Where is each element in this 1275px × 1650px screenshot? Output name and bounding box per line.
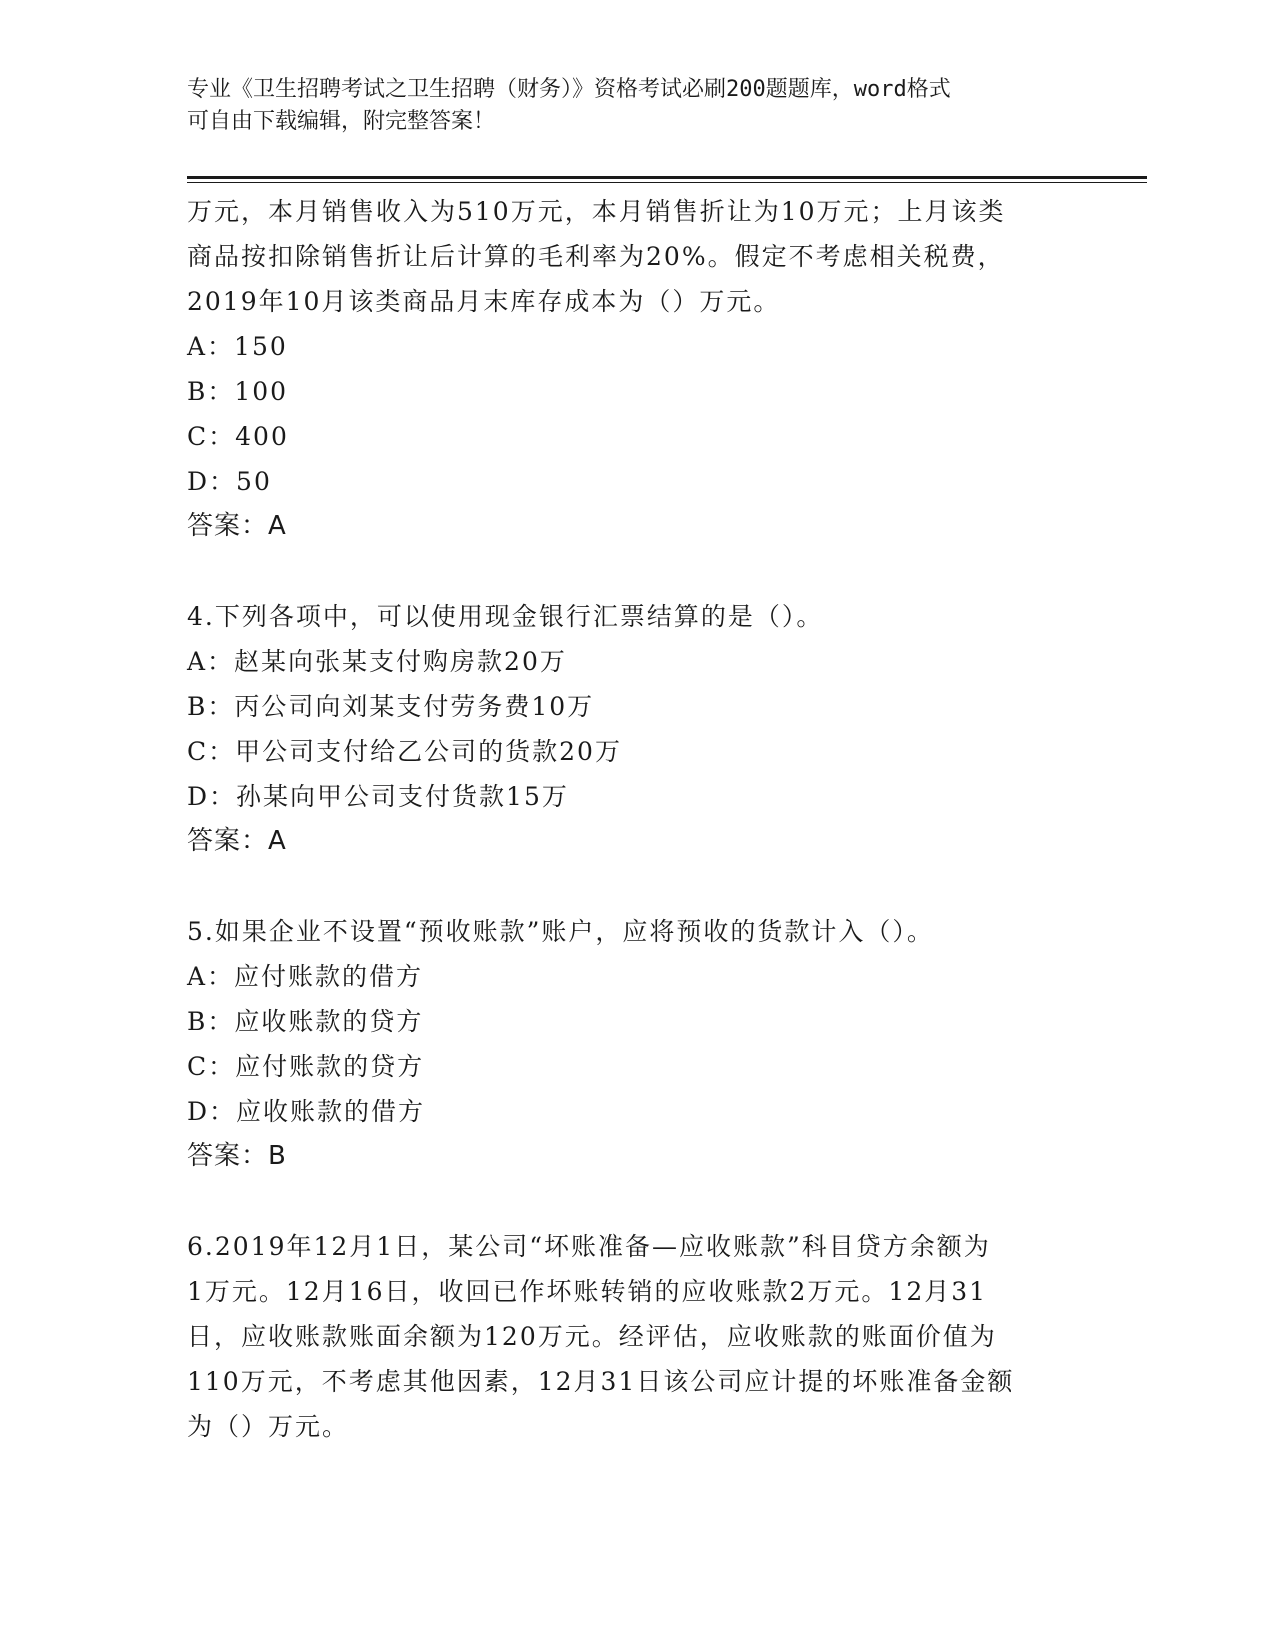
option-b: B：应收账款的贷方 <box>187 1007 424 1036</box>
question-text: 110万元，不考虑其他因素，12月31日该公司应计提的坏账准备金额 <box>187 1367 1015 1396</box>
option-d: D：应收账款的借方 <box>187 1097 426 1126</box>
spacer <box>187 1179 1087 1224</box>
header-rule-thick <box>187 176 1147 179</box>
document-header <box>187 74 1087 138</box>
question-text: 5.如果企业不设置“预收账款”账户，应将预收的货款计入（）。 <box>187 917 934 946</box>
document-body <box>187 189 1087 1449</box>
answer: 答案：A <box>187 511 287 541</box>
question-text: 2019年10月该类商品月末库存成本为（）万元。 <box>187 287 781 316</box>
option-c: C：应付账款的贷方 <box>187 1052 425 1081</box>
answer: 答案：B <box>187 1141 287 1171</box>
option-c: C：甲公司支付给乙公司的货款20万 <box>187 737 622 766</box>
option-a: A：150 <box>187 332 288 361</box>
question-4 <box>187 594 1087 864</box>
question-3 <box>187 189 1087 549</box>
question-text: 日，应收账款账面余额为120万元。经评估，应收账款的账面价值为 <box>187 1322 997 1351</box>
header-line-2: 可自由下载编辑，附完整答案！ <box>187 109 496 134</box>
question-text: 4.下列各项中，可以使用现金银行汇票结算的是（）。 <box>187 602 824 631</box>
option-c: C：400 <box>187 422 289 451</box>
answer: 答案：A <box>187 826 287 856</box>
question-5 <box>187 909 1087 1179</box>
header-line-1: 专业《卫生招聘考试之卫生招聘（财务）》资格考试必刷200题题库，word格式 <box>187 77 951 102</box>
header-rule-thin <box>187 182 1147 183</box>
option-a: A：应付账款的借方 <box>187 962 424 991</box>
question-6 <box>187 1224 1087 1449</box>
option-b: B：100 <box>187 377 289 406</box>
spacer <box>187 864 1087 909</box>
question-text: 6.2019年12月1日，某公司“坏账准备—应收账款”科目贷方余额为 <box>187 1232 991 1261</box>
option-d: D：50 <box>187 467 272 496</box>
question-text: 为（）万元。 <box>187 1412 350 1441</box>
question-text: 1万元。12月16日，收回已作坏账转销的应收账款2万元。12月31 <box>187 1277 988 1306</box>
question-text: 万元，本月销售收入为510万元，本月销售折让为10万元；上月该类 <box>187 197 1006 226</box>
option-d: D：孙某向甲公司支付货款15万 <box>187 782 569 811</box>
question-text: 商品按扣除销售折让后计算的毛利率为20%。假定不考虑相关税费， <box>187 242 1005 271</box>
spacer <box>187 549 1087 594</box>
option-b: B：丙公司向刘某支付劳务费10万 <box>187 692 595 721</box>
option-a: A：赵某向张某支付购房款20万 <box>187 647 567 676</box>
